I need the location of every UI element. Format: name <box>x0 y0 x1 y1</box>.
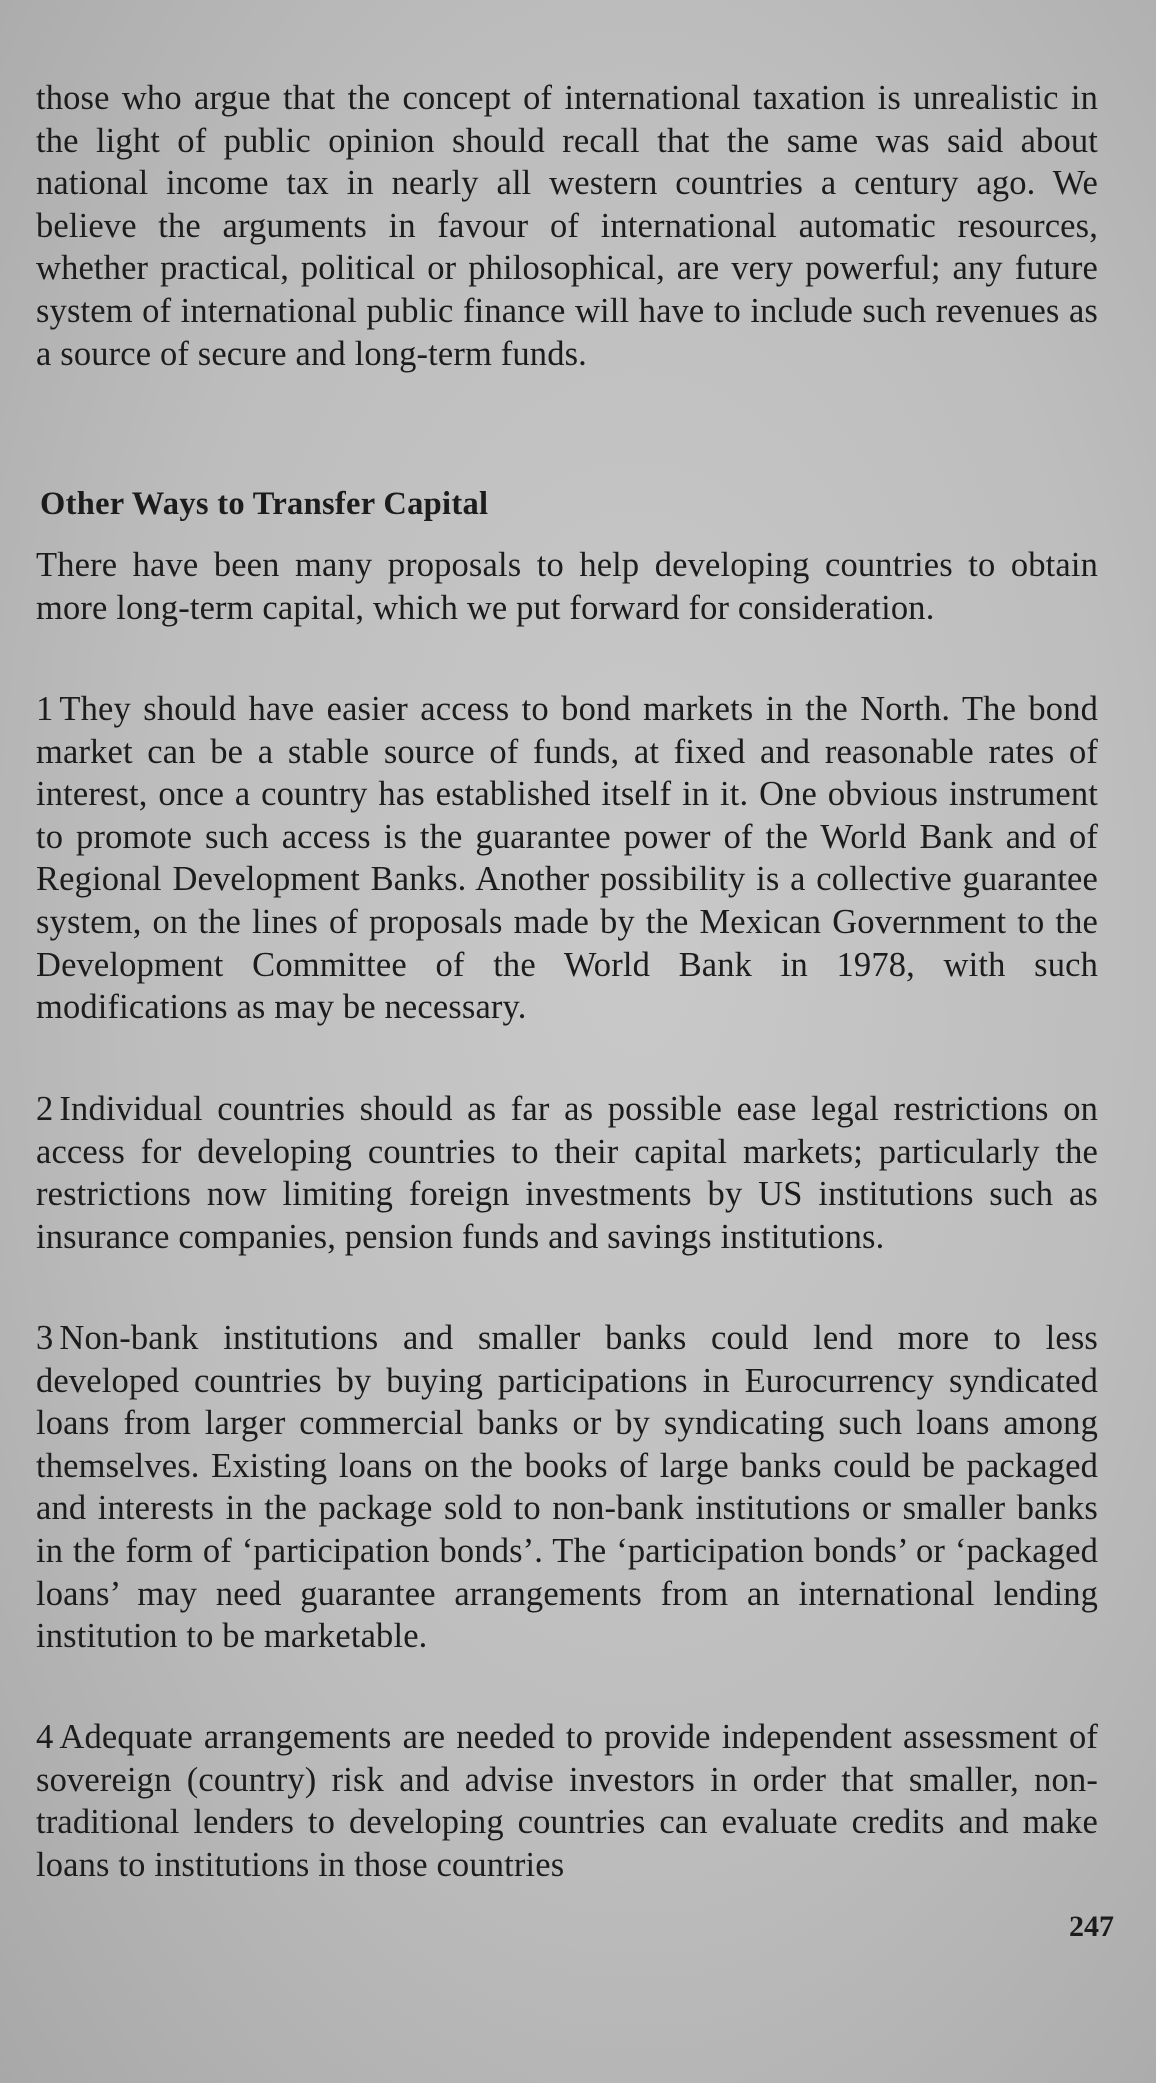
section-lead-paragraph: There have been many proposals to help developing countries to obtain more long-term capital, which we put forward for consideration. <box>36 546 1098 627</box>
list-item-text: Adequate arrangements are needed to provide independent assessment of sovereign (country) risk and advise investors in order that smaller, non-traditional lenders to developing countries can evaluate credits and make loans to institutions in those countries <box>36 1718 1098 1884</box>
list-item <box>36 688 1098 1029</box>
page-number: 247 <box>1069 1910 1114 1943</box>
list-item-number: 3 <box>36 1319 54 1357</box>
list-item-text: Non-bank institutions and smaller banks could lend more to less developed countries by buying participations in Eurocurrency syndicated loans from larger commercial banks or by syndicating such loans among themselves. Existing loans on the books of large banks could be packaged and interests in the package sold to non-bank institutions or smaller banks in the form of ‘participation bonds’. The ‘participation bonds’ or ‘packaged loans’ may need guarantee arrangements from an international lending institution to be marketable. <box>36 1319 1098 1656</box>
list-item <box>36 1088 1098 1258</box>
list-item-text: Individual countries should as far as possible ease legal restrictions on access for developing countries to their capital markets; particularly the restrictions now limiting foreign investments by US institutions such as insurance companies, pension funds and savings institutions. <box>36 1090 1098 1256</box>
list-item <box>36 1317 1098 1658</box>
list-item <box>36 1716 1098 1886</box>
list-item-number: 1 <box>36 690 54 728</box>
list-item-text: They should have easier access to bond markets in the North. The bond market can be a stable source of funds, at fixed and reasonable rates of interest, once a country has established itself in it. One obvious instrument to promote such access is the guarantee power of the World Bank and of Regional Development Banks. Another possibility is a collective guarantee system, on the lines of proposals made by the Mexican Government to the Development Committee of the World Bank in 1978, with such modifications as may be necessary. <box>36 690 1098 1027</box>
intro-paragraph: those who argue that the concept of international taxation is unrealistic in the light of public opinion should recall that the same was said about national income tax in nearly all western countries a century ago. We believe the arguments in favour of international automatic resources, whether practical, political or philosophical, are very powerful; any future system of international public finance will have to include such revenues as a source of secure and long-term funds. <box>36 79 1098 373</box>
list-item-number: 2 <box>36 1090 54 1128</box>
section-heading: Other Ways to Transfer Capital <box>40 486 489 522</box>
list-item-number: 4 <box>36 1718 54 1756</box>
